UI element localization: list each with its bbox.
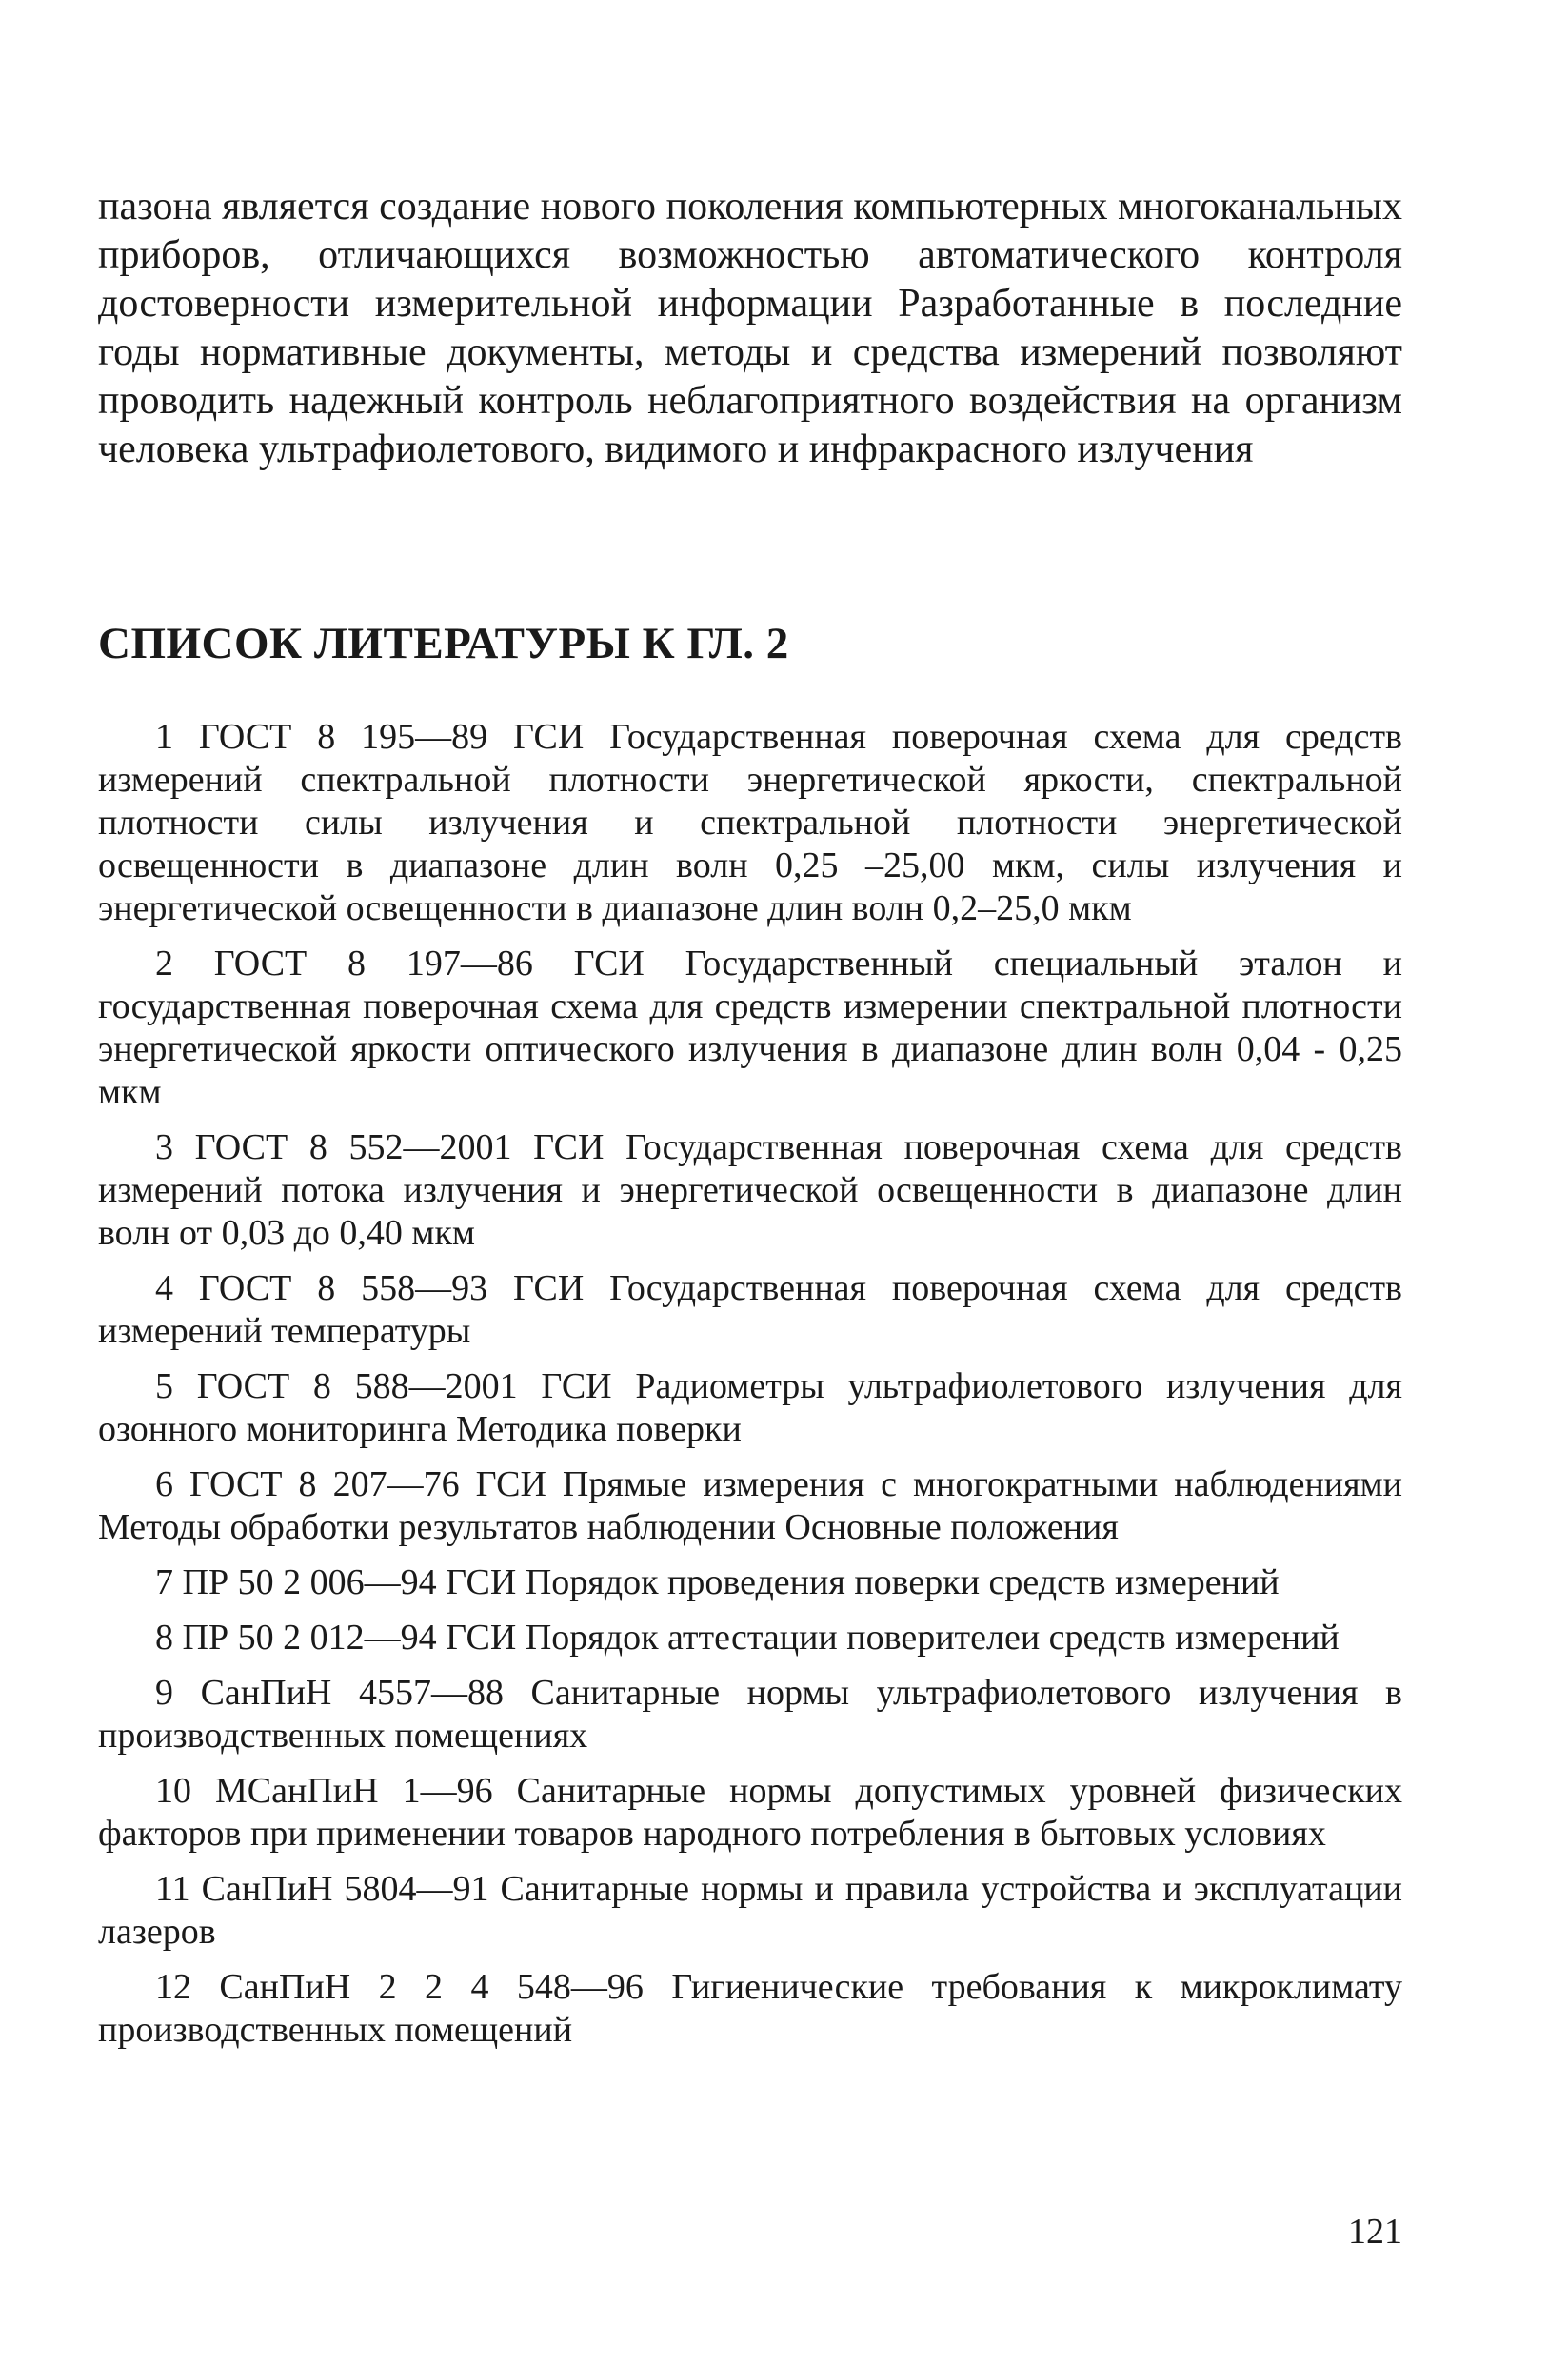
intro-paragraph: пазона является создание нового поколения компьютерных многоканальных приборов, отличающихся возможностью автоматического контроля достоверности измерительной информации Разработанные в последние годы нормативные документы, методы и средства измерений позволяют проводить надежный контроль неблагоприятного воздействия на организм человека ультрафиолетового, видимого и инфракрасного излучения	[98, 185, 1402, 471]
reference-item: 2 ГОСТ 8 197—86 ГСИ Государственный специальный эталон и государственная поверочная схема для средств измерении спектральной плотности энергетической яркости оптического излучения в диапазоне длин волн 0,04 - 0,25 мкм	[98, 944, 1402, 1112]
reference-item: 8 ПР 50 2 012—94 ГСИ Порядок аттестации поверителеи средств измерений	[155, 1618, 1340, 1658]
reference-item: 1 ГОСТ 8 195—89 ГСИ Государственная поверочная схема для средств измерений спектральной плотности энергетической яркости, спектральной плотности силы излучения и спектральной плотности энергетической освещенности в диапазоне длин волн 0,25 –25,00 мкм, силы излучения и энергетической освещенности в диапазоне длин волн 0,2–25,0 мкм	[98, 717, 1402, 928]
reference-item: 6 ГОСТ 8 207—76 ГСИ Прямые измерения с многократными наблюдениями Методы обработки результатов наблюдении Основные положения	[98, 1464, 1402, 1547]
reference-item: 5 ГОСТ 8 588—2001 ГСИ Радиометры ультрафиолетового излучения для озонного мониторинга Методика поверки	[98, 1366, 1402, 1449]
book-page	[98, 0, 1402, 2365]
reference-item: 10 МСанПиН 1—96 Санитарные нормы допустимых уровней физических факторов при применении товаров народного потребления в бытовых условиях	[98, 1771, 1402, 1854]
references-heading: СПИСОК ЛИТЕРАТУРЫ К ГЛ. 2	[98, 619, 789, 668]
reference-item: 3 ГОСТ 8 552—2001 ГСИ Государственная поверочная схема для средств измерений потока излучения и энергетической освещенности в диапазоне длин волн от 0,03 до 0,40 мкм	[98, 1127, 1402, 1253]
reference-item: 11 СанПиН 5804—91 Санитарные нормы и правила устройства и эксплуатации лазеров	[98, 1869, 1402, 1952]
reference-item: 12 СанПиН 2 2 4 548—96 Гигиенические требования к микроклимату производственных помещений	[98, 1967, 1402, 2050]
reference-item: 4 ГОСТ 8 558—93 ГСИ Государственная поверочная схема для средств измерений температуры	[98, 1268, 1402, 1351]
references-list	[98, 716, 1402, 2064]
reference-item: 7 ПР 50 2 006—94 ГСИ Порядок проведения поверки средств измерений	[155, 1562, 1280, 1602]
page-number: 121	[1348, 2212, 1402, 2252]
reference-item: 9 СанПиН 4557—88 Санитарные нормы ультрафиолетового излучения в производственных помещениях	[98, 1673, 1402, 1756]
